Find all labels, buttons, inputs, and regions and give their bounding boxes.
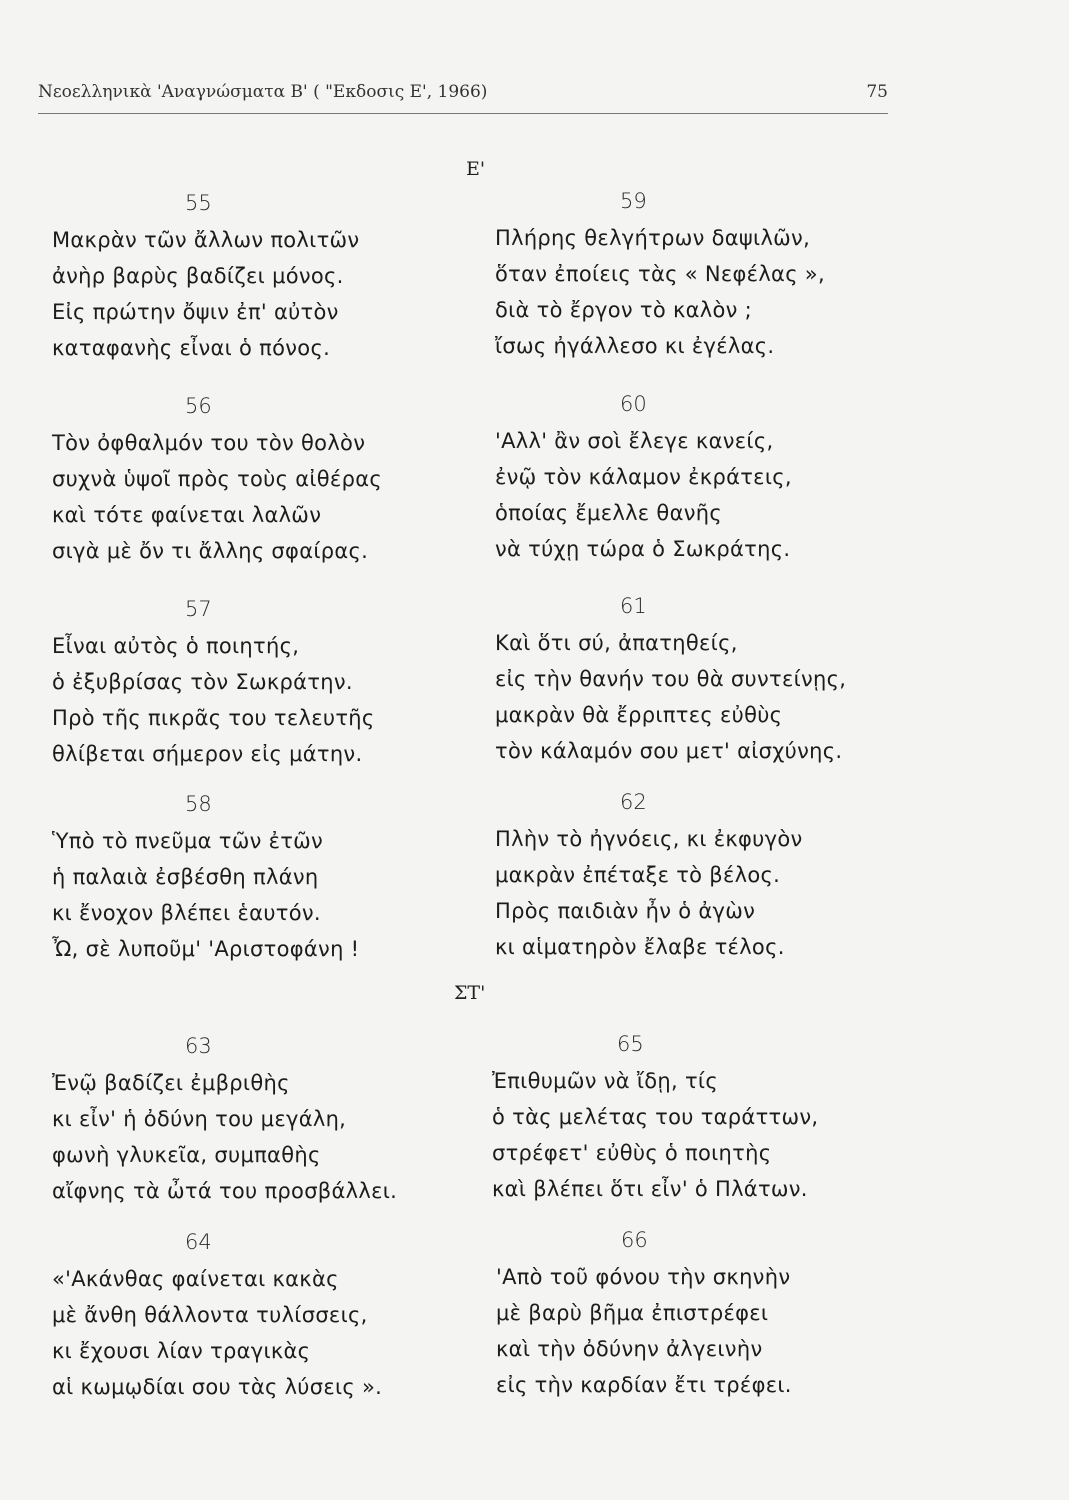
verse-line: εἰς τὴν θανήν του θὰ συντείνῃς, — [495, 667, 847, 691]
stanza-number: 61 — [620, 594, 647, 618]
verse-line: Ὑπὸ τὸ πνεῦμα τῶν ἐτῶν — [52, 829, 324, 853]
verse-line: «'Ακάνθας φαίνεται κακὰς — [52, 1267, 339, 1291]
verse-line: Τὸν ὀφθαλμόν του τὸν θολὸν — [52, 431, 366, 455]
stanza-number: 56 — [185, 394, 212, 418]
stanza-61 — [495, 587, 925, 769]
verse-line: καταφανὴς εἶναι ὁ πόνος. — [52, 336, 331, 360]
verse-line: ὁποίας ἔμελλε θανῆς — [495, 501, 722, 525]
header-rule — [38, 113, 888, 114]
verse-line: Ὦ, σὲ λυποῦμ' 'Αριστοφάνη ! — [52, 937, 360, 961]
verse-line: διὰ τὸ ἔργον τὸ καλὸν ; — [495, 298, 753, 322]
verse-line: θλίβεται σήμερον εἰς μάτην. — [52, 742, 363, 766]
stanza-number: 65 — [617, 1032, 644, 1056]
verse-line: Ἐπιθυμῶν νὰ ἴδῃ, τίς — [492, 1069, 718, 1093]
verse-line: μὲ ἄνθη θάλλοντα τυλίσσεις, — [52, 1303, 368, 1327]
verse-line: νὰ τύχῃ τώρα ὁ Σωκράτης. — [495, 537, 791, 561]
stanza-57 — [52, 590, 482, 772]
verse-line: ἐνῷ τὸν κάλαμον ἐκράτεις, — [495, 465, 792, 489]
verse-line: Εἶναι αὐτὸς ὁ ποιητής, — [52, 634, 300, 658]
verse-line: Πλήρης θελγήτρων δαψιλῶν, — [495, 226, 811, 250]
verse-line: Εἰς πρώτην ὄψιν ἐπ' αὐτὸν — [52, 300, 339, 324]
verse-line: κι αἱματηρὸν ἔλαβε τέλος. — [495, 935, 785, 959]
page-number: 75 — [866, 82, 888, 102]
verse-line: μακρὰν θὰ ἔρριπτες εὐθὺς — [495, 703, 783, 727]
verse-line: τὸν κάλαμόν σου μετ' αἰσχύνης. — [495, 739, 843, 763]
stanza-56 — [52, 387, 482, 569]
stanza-number: 63 — [185, 1034, 212, 1058]
section-label-e: Ε' — [466, 158, 486, 180]
verse-line: σιγὰ μὲ ὄν τι ἄλλης σφαίρας. — [52, 539, 369, 563]
stanza-62 — [495, 783, 925, 965]
verse-line: καὶ τότε φαίνεται λαλῶν — [52, 503, 322, 527]
stanza-number: 57 — [185, 597, 212, 621]
stanza-59 — [495, 182, 925, 364]
verse-line: αἴφνης τὰ ὦτά του προσβάλλει. — [52, 1179, 398, 1203]
stanza-63 — [52, 1027, 482, 1209]
running-header — [38, 82, 888, 112]
stanza-number: 59 — [620, 189, 647, 213]
verse-line: ὁ ἐξυβρίσας τὸν Σωκράτην. — [52, 670, 353, 694]
verse-line: συχνὰ ὑψοῖ πρὸς τοὺς αἰθέρας — [52, 467, 382, 491]
verse-line: Πρὸ τῆς πικρᾶς του τελευτῆς — [52, 706, 375, 730]
verse-line: καὶ τὴν ὀδύνην ἀλγεινὴν — [496, 1337, 763, 1361]
stanza-number: 60 — [620, 392, 647, 416]
stanza-number: 64 — [185, 1230, 212, 1254]
verse-line: φωνὴ γλυκεῖα, συμπαθὴς — [52, 1143, 321, 1167]
book-title: Νεοελληνικὰ 'Αναγνώσματα Β' ( "Εκδοσις Ε', 1966) — [38, 82, 488, 102]
stanza-55 — [52, 184, 482, 366]
verse-line: εἰς τὴν καρδίαν ἔτι τρέφει. — [496, 1373, 792, 1397]
stanza-58 — [52, 785, 482, 967]
verse-line: κι ἔχουσι λίαν τραγικὰς — [52, 1339, 311, 1363]
stanza-number: 58 — [185, 792, 212, 816]
verse-line: μακρὰν ἐπέταξε τὸ βέλος. — [495, 863, 781, 887]
section-label-st: ΣΤ' — [454, 982, 486, 1004]
verse-line: ὁ τὰς μελέτας του ταράττων, — [492, 1105, 819, 1129]
stanza-64 — [52, 1223, 482, 1405]
verse-line: ἀνὴρ βαρὺς βαδίζει μόνος. — [52, 264, 344, 288]
verse-line: 'Απὸ τοῦ φόνου τὴν σκηνὴν — [496, 1265, 791, 1289]
verse-line: στρέφετ' εὐθὺς ὁ ποιητὴς — [492, 1141, 772, 1165]
stanza-number: 66 — [621, 1228, 648, 1252]
verse-line: Ἐνῷ βαδίζει ἐμβριθὴς — [52, 1071, 290, 1095]
verse-line: κι ἔνοχον βλέπει ἑαυτόν. — [52, 901, 321, 925]
verse-line: Μακρὰν τῶν ἄλλων πολιτῶν — [52, 228, 360, 252]
stanza-number: 62 — [620, 790, 647, 814]
verse-line: ἴσως ἠγάλλεσο κι ἐγέλας. — [495, 334, 775, 358]
verse-line: ὅταν ἐποίεις τὰς « Νεφέλας », — [495, 262, 825, 286]
stanza-60 — [495, 385, 925, 567]
verse-line: αἱ κωμῳδίαι σου τὰς λύσεις ». — [52, 1375, 383, 1399]
stanza-66 — [496, 1221, 926, 1403]
verse-line: κι εἶν' ἡ ὀδύνη του μεγάλη, — [52, 1107, 347, 1131]
verse-line: Πλὴν τὸ ἠγνόεις, κι ἐκφυγὸν — [495, 827, 803, 851]
verse-line: μὲ βαρὺ βῆμα ἐπιστρέφει — [496, 1301, 769, 1325]
verse-line: καὶ βλέπει ὅτι εἶν' ὁ Πλάτων. — [492, 1177, 808, 1201]
verse-line: Καὶ ὅτι σύ, ἀπατηθείς, — [495, 631, 738, 655]
stanza-number: 55 — [185, 191, 212, 215]
verse-line: ἡ παλαιὰ ἐσβέσθη πλάνη — [52, 865, 319, 889]
stanza-65 — [492, 1025, 922, 1207]
verse-line: Πρὸς παιδιὰν ἦν ὁ ἀγὼν — [495, 899, 756, 923]
verse-line: 'Αλλ' ἂν σοὶ ἔλεγε κανείς, — [495, 429, 774, 453]
